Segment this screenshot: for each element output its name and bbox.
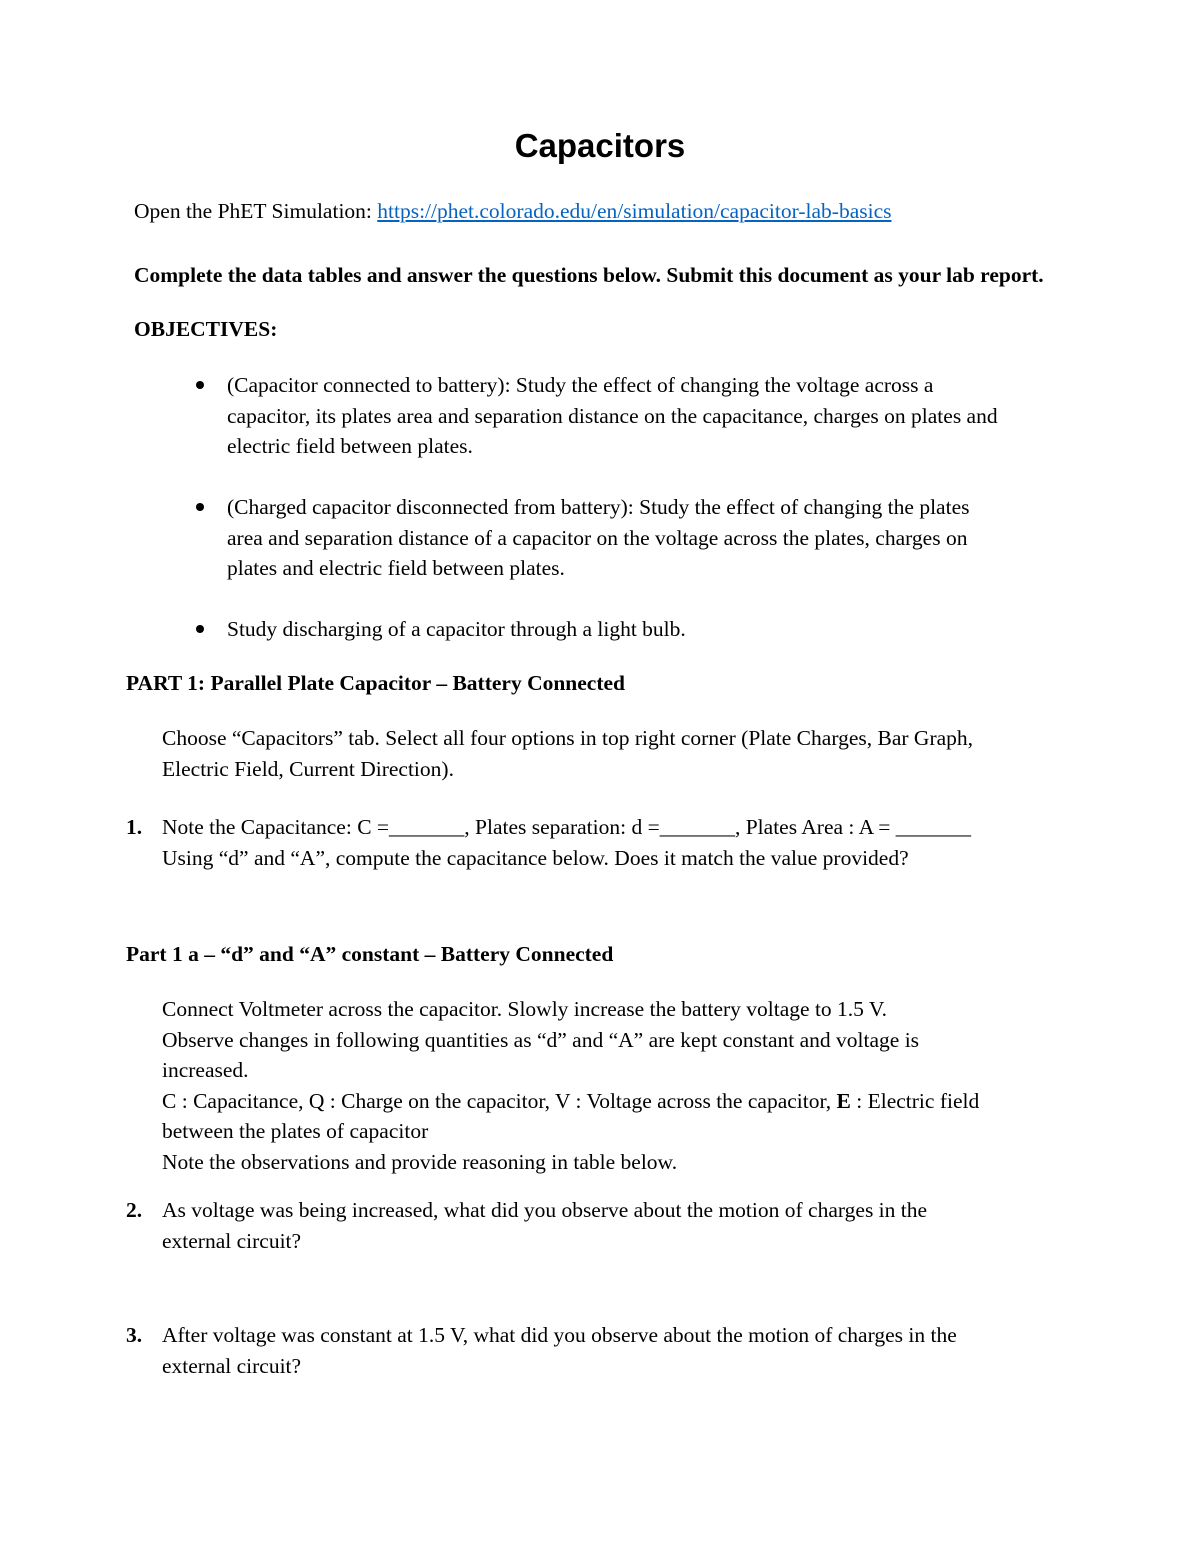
question-line: Note the Capacitance: C =_______, Plates separation: d =_______, Plates Area : A = _______ — [162, 815, 972, 839]
intro-prefix: Open the PhET Simulation: — [134, 199, 378, 223]
objective-line: (Charged capacitor disconnected from battery): Study the effect of changing the plates — [227, 495, 970, 519]
objective-line: Study discharging of a capacitor through a light bulb. — [227, 617, 686, 641]
question-line: After voltage was constant at 1.5 V, what did you observe about the motion of charges in the — [162, 1323, 957, 1347]
question-1 — [162, 812, 971, 873]
objectives-heading: OBJECTIVES: — [134, 317, 278, 341]
question-line: external circuit? — [162, 1353, 302, 1378]
part1a-line: Observe changes in following quantities as “d” and “A” are kept constant and voltage is — [162, 1027, 920, 1052]
objective-line: capacitor, its plates area and separation distance on the capacitance, charges on plates and — [227, 403, 998, 428]
part1a-instructions — [162, 994, 979, 1177]
question-3 — [162, 1320, 957, 1381]
part1a-text-bold: E — [836, 1088, 851, 1113]
part1a-line — [162, 1086, 979, 1117]
objective-item — [227, 492, 969, 584]
part1-instruction-line: Electric Field, Current Direction). — [162, 756, 454, 781]
question-number: 2. — [126, 1198, 143, 1222]
objective-line: plates and electric field between plates. — [227, 556, 565, 580]
question-2 — [162, 1195, 927, 1256]
objective-line: electric field between plates. — [227, 434, 473, 458]
bullet-icon — [196, 625, 204, 633]
part1-instructions — [162, 723, 973, 784]
instructions: Complete the data tables and answer the questions below. Submit this document as your lab report. — [134, 263, 1044, 287]
page-title: Capacitors — [514, 127, 686, 164]
part1a-line: between the plates of capacitor — [162, 1119, 429, 1143]
part1a-text: C : Capacitance, Q : Charge on the capacitor, V : Voltage across the capacitor, — [162, 1088, 837, 1113]
part1-heading: PART 1: Parallel Plate Capacitor – Battery Connected — [126, 671, 626, 695]
part1a-line: Note the observations and provide reasoning in table below. — [162, 1149, 678, 1174]
part1a-text: : Electric field — [850, 1088, 980, 1113]
question-number: 1. — [126, 815, 143, 839]
part1a-heading: Part 1 a – “d” and “A” constant – Battery Connected — [126, 942, 614, 966]
bullet-icon — [196, 503, 204, 511]
part1a-line: increased. — [162, 1058, 249, 1082]
intro-line — [134, 196, 892, 227]
question-line: external circuit? — [162, 1228, 302, 1253]
objective-item — [227, 370, 998, 462]
question-number: 3. — [126, 1323, 143, 1347]
objective-line: (Capacitor connected to battery): Study the effect of changing the voltage across a — [227, 373, 934, 397]
part1a-line: Connect Voltmeter across the capacitor. Slowly increase the battery voltage to 1.5 V. — [162, 997, 888, 1021]
bullet-icon — [196, 381, 204, 389]
question-line: As voltage was being increased, what did you observe about the motion of charges in the — [162, 1198, 928, 1222]
question-line: Using “d” and “A”, compute the capacitance below. Does it match the value provided? — [162, 845, 909, 870]
objective-item — [227, 614, 686, 645]
objective-line: area and separation distance of a capacitor on the voltage across the plates, charges on — [227, 525, 968, 550]
phet-simulation-link[interactable]: https://phet.colorado.edu/en/simulation/capacitor-lab-basics — [377, 199, 892, 223]
part1-instruction-line: Choose “Capacitors” tab. Select all four options in top right corner (Plate Charges, Bar Graph, — [162, 726, 974, 750]
